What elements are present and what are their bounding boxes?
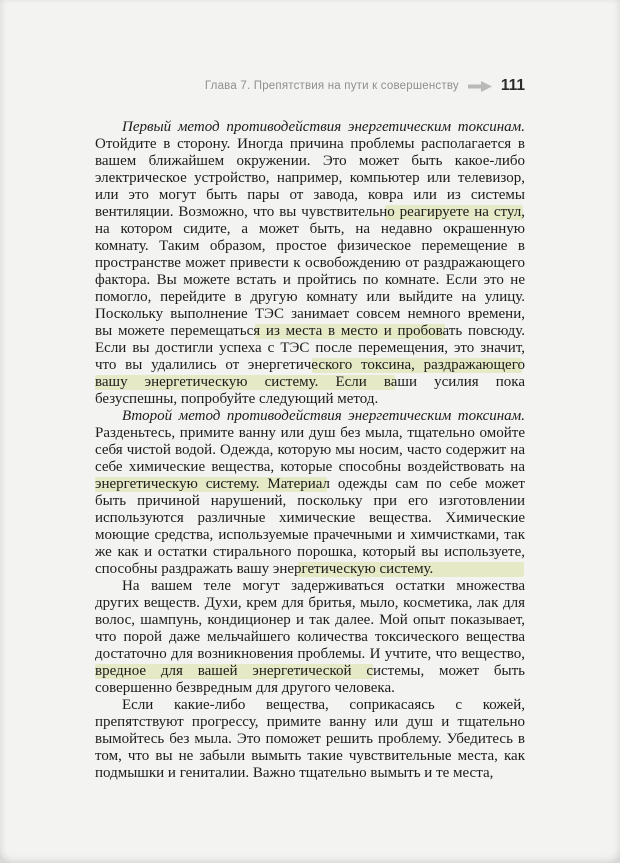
arrow-right-icon <box>468 81 492 92</box>
body-text-column <box>95 119 525 782</box>
paragraph <box>95 408 525 578</box>
page-number: 111 <box>500 77 525 94</box>
paragraph-lead-italic: Первый метод противодействия энергетическим токсинам. <box>122 119 525 135</box>
paragraph <box>95 119 525 408</box>
chapter-title: Глава 7. Препятствия на пути к совершенству <box>204 80 459 92</box>
paragraph-text: На вашем теле могут задерживаться остатки множества других веществ. Духи, крем для бритья, мыло, косметика, лак для волос, шампунь, кондиционер и так далее. Мой опыт показывает, что порой даже мельчайшего количества токсического вещества достаточно для возникновения проблемы. И учтите, что вещество, вредное для вашей энергетической системы, может быть совершенно безвредным для другого человека. <box>95 578 525 696</box>
paragraph-text: Если какие-либо вещества, соприкасаясь с кожей, препятствуют прогрессу, примите ванну или душ и тщательно вымойтесь без мыла. Это поможет решить проблему. Убедитесь в том, что вы не забыли вымыть такие чувствительные места, как подмышки и гениталии. Важно тщательно вымыть и те места, <box>95 697 525 781</box>
paragraph <box>95 697 525 782</box>
paragraph-lead-italic: Второй метод противодействия энергетическим токсинам. <box>122 408 525 424</box>
paragraph-text: Отойдите в сторону. Иногда причина проблемы располагается в вашем ближайшем окружении. Это может быть какое-либо электрическое устройство, например, компьютер или телевизор, или это могут быть пары от завода, ковра или из системы вентиляции. Возможно, что вы чувствительно реагируете на стул, на котором сидите, а может быть, на недавно окрашенную комнату. Таким образом, простое физическое перемещение в пространстве может привести к освобождению от раздражающего фактора. Вы можете встать и пройтись по комнате. Если это не помогло, перейдите в другую комнату или выйдите на улицу. Поскольку выполнение ТЭС занимает совсем немного времени, вы можете перемещаться из места в место и пробовать повсюду. Если вы достигли успеха с ТЭС после перемещения, это значит, что вы удалились от энергетического токсина, раздражающего вашу энергетическую систему. Если ваши усилия пока безуспешны, попробуйте следующий метод. <box>95 136 525 407</box>
paragraph <box>95 578 525 697</box>
running-head <box>95 77 525 95</box>
paragraph-text: Разденьтесь, примите ванну или душ без мыла, тщательно омойте себя чистой водой. Одежда, которую мы носим, часто содержит на себе химические вещества, которые способны воздействовать на энергетическую систему. Материал одежды сам по себе может быть причиной нарушений, поскольку при его изготовлении используются различные химические вещества. Химические моющие средства, используемые прачечными и химчистками, так же как и остатки стирального порошка, который вы используете, способны раздражать вашу энергетическую систему. <box>95 425 525 577</box>
